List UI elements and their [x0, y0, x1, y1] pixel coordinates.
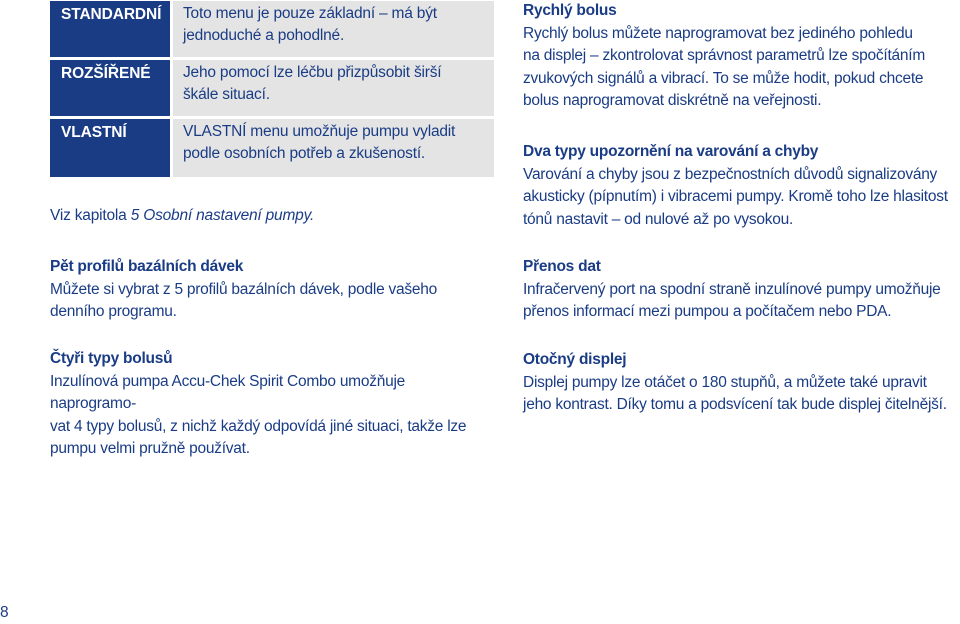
menu-row-extended	[50, 60, 494, 116]
section-heading: Přenos dat	[523, 258, 601, 275]
menu-description-line: škále situací.	[183, 86, 270, 103]
section-body-line: Varování a chyby jsou z bezpečnostních důvodů signalizovány	[523, 165, 938, 183]
section-body-line: Inzulínová pumpa Accu-Chek Spirit Combo umožňuje naprogramo-	[50, 372, 406, 412]
section-data-transfer	[523, 256, 953, 324]
menu-label: ROZŠÍŘENÉ	[50, 60, 170, 116]
section-body-line: pumpu velmi pružně používat.	[50, 440, 250, 457]
menu-label: VLASTNÍ	[50, 119, 170, 177]
section-body-line: vat 4 typy bolusů, z nichž každý odpovídá jiné situaci, takže lze	[50, 417, 467, 435]
chapter-reference-title: 5 Osobní nastavení pumpy.	[130, 207, 315, 224]
section-heading: Pět profilů bazálních dávek	[50, 258, 244, 275]
section-body-line: akusticky (pípnutím) i vibracemi pumpy. Kromě toho lze hlasitost	[523, 188, 948, 205]
section-body-line: bolus naprogramovat diskrétně na veřejnosti.	[523, 92, 822, 109]
menu-description	[173, 1, 494, 57]
section-basal-profiles	[50, 256, 470, 324]
section-body-line: jeho kontrast. Díky tomu a podsvícení tak bude displej čitelnější.	[523, 396, 947, 413]
section-warnings	[523, 141, 960, 231]
menu-row-standard	[50, 1, 494, 57]
section-body-line: tónů nastavit – od nulové až po vysokou.	[523, 210, 794, 228]
page-number: 8	[0, 604, 9, 621]
menu-description-line: VLASTNÍ menu umožňuje pumpu vyladit	[183, 123, 456, 140]
section-body-line: Displej pumpy lze otáčet o 180 stupňů, a můžete také upravit	[523, 373, 927, 391]
section-body-line: Můžete si vybrat z 5 profilů bazálních dávek, podle vašeho	[50, 280, 438, 298]
menu-description-line: jednoduché a pohodlné.	[183, 27, 345, 44]
chapter-reference	[50, 207, 314, 225]
menu-table	[50, 1, 494, 177]
section-rotating-display	[523, 349, 959, 417]
menu-label: STANDARDNÍ	[50, 1, 170, 57]
section-body-line: Infračervený port na spodní straně inzulínové pumpy umožňuje	[523, 280, 941, 298]
section-body-line: zvukových signálů a vibrací. To se může hodit, pokud chcete	[523, 69, 924, 87]
section-heading: Dva typy upozornění na varování a chyby	[523, 143, 819, 160]
section-body-line: denního programu.	[50, 303, 177, 320]
section-body-line: přenos informací mezi pumpou a počítačem nebo PDA.	[523, 303, 892, 320]
section-heading: Čtyři typy bolusů	[50, 350, 173, 367]
section-body-line: na displej – zkontrolovat správnost parametrů lze spočítáním	[523, 47, 925, 64]
menu-description-line: podle osobních potřeb a zkušeností.	[183, 145, 426, 162]
section-quick-bolus	[523, 0, 943, 113]
section-heading: Otočný displej	[523, 351, 627, 368]
section-body-line: Rychlý bolus můžete naprogramovat bez jediného pohledu	[523, 24, 913, 42]
menu-description-line: Toto menu je pouze základní – má být	[183, 5, 437, 22]
menu-row-custom	[50, 119, 494, 177]
menu-description-line: Jeho pomocí lze léčbu přizpůsobit širší	[183, 64, 442, 81]
chapter-reference-prefix: Viz kapitola	[50, 207, 131, 224]
section-bolus-types	[50, 348, 490, 461]
section-heading: Rychlý bolus	[523, 2, 617, 19]
menu-description	[173, 60, 494, 116]
menu-description	[173, 119, 494, 177]
